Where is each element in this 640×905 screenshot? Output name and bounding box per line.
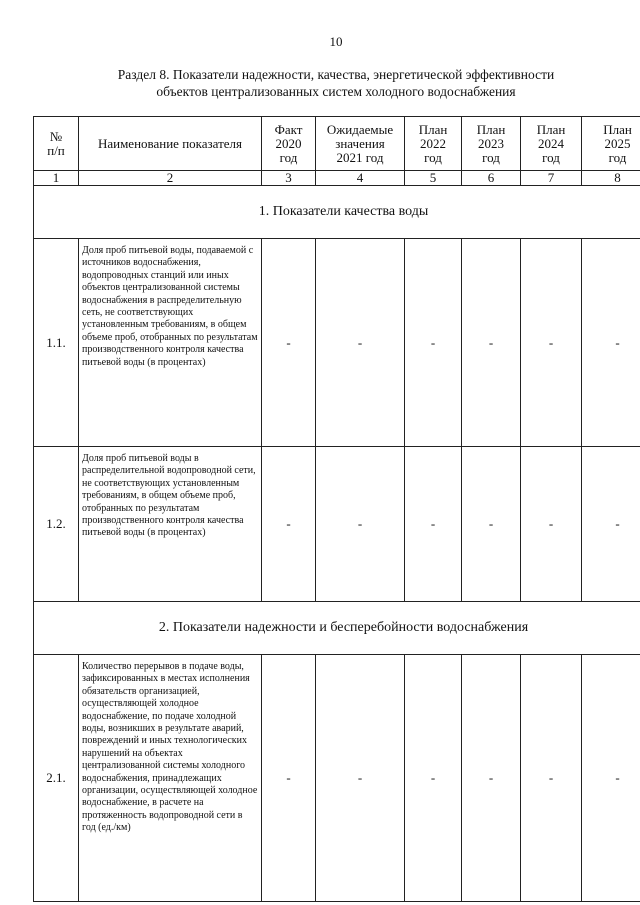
header-plan-2025: План 2025 год bbox=[582, 117, 640, 171]
column-number: 4 bbox=[316, 171, 405, 186]
value-plan-2023: - bbox=[462, 447, 521, 602]
value-plan-2022: - bbox=[405, 239, 462, 447]
table-row bbox=[34, 239, 640, 447]
value-plan-2022: - bbox=[405, 655, 462, 902]
value-plan-2024: - bbox=[521, 239, 582, 447]
column-number: 7 bbox=[521, 171, 582, 186]
indicator-name: Количество перерывов в подаче воды, зафиксированных в местах исполнения обязательств организацией, осуществляющей холодное водоснабжение, по подаче холодной воды, возникших в результате аварий, повреждений и иных технологических нарушений на объектах централизованной системы холодного водоснабжения, принадлежащих организации, осуществляющей холодное водоснабжение, в расчете на протяженность водопроводной сети в год (ед./км) bbox=[79, 655, 262, 902]
value-plan-2023: - bbox=[462, 655, 521, 902]
row-number: 1.2. bbox=[34, 447, 79, 602]
header-number: № п/п bbox=[34, 117, 79, 171]
column-number-row bbox=[34, 171, 640, 186]
header-row bbox=[34, 117, 640, 171]
column-number: 3 bbox=[262, 171, 316, 186]
group-title: 1. Показатели качества воды bbox=[34, 186, 640, 239]
column-number: 8 bbox=[582, 171, 640, 186]
column-number: 6 bbox=[462, 171, 521, 186]
section-title bbox=[40, 66, 632, 100]
indicators-table bbox=[33, 116, 640, 902]
header-indicator-name: Наименование показателя bbox=[79, 117, 262, 171]
indicator-name: Доля проб питьевой воды, подаваемой с источников водоснабжения, водопроводных станций или иных объектов централизованной системы водоснабжения в распределительную сеть, не соответствующих установленным требованиям, в общем объеме проб, отобранных по результатам производственного контроля качества питьевой воды (в процентах) bbox=[79, 239, 262, 447]
value-plan-2022: - bbox=[405, 447, 462, 602]
row-number: 1.1. bbox=[34, 239, 79, 447]
value-expected-2021: - bbox=[316, 655, 405, 902]
value-fact-2020: - bbox=[262, 239, 316, 447]
header-plan-2023: План 2023 год bbox=[462, 117, 521, 171]
header-plan-2024: План 2024 год bbox=[521, 117, 582, 171]
group-title: 2. Показатели надежности и бесперебойности водоснабжения bbox=[34, 602, 640, 655]
page-number: 10 bbox=[329, 34, 343, 49]
value-fact-2020: - bbox=[262, 447, 316, 602]
value-plan-2024: - bbox=[521, 447, 582, 602]
row-number: 2.1. bbox=[34, 655, 79, 902]
column-number: 2 bbox=[79, 171, 262, 186]
group-row-reliability bbox=[34, 602, 640, 655]
value-plan-2025: - bbox=[582, 447, 640, 602]
indicator-name: Доля проб питьевой воды в распределительной водопроводной сети, не соответствующих установленным требованиям, в общем объеме проб, отобранных по результатам производственного контроля качества питьевой воды (в процентах) bbox=[79, 447, 262, 602]
group-row-water-quality bbox=[34, 186, 640, 239]
table-row bbox=[34, 655, 640, 902]
section-title-line-2: объектов централизованных систем холодного водоснабжения bbox=[156, 84, 516, 99]
value-plan-2025: - bbox=[582, 239, 640, 447]
column-number: 5 bbox=[405, 171, 462, 186]
value-expected-2021: - bbox=[316, 239, 405, 447]
value-expected-2021: - bbox=[316, 447, 405, 602]
header-plan-2022: План 2022 год bbox=[405, 117, 462, 171]
value-fact-2020: - bbox=[262, 655, 316, 902]
header-fact-2020: Факт 2020 год bbox=[262, 117, 316, 171]
value-plan-2024: - bbox=[521, 655, 582, 902]
value-plan-2023: - bbox=[462, 239, 521, 447]
value-plan-2025: - bbox=[582, 655, 640, 902]
section-title-line-1: Раздел 8. Показатели надежности, качества, энергетической эффективности bbox=[117, 67, 555, 82]
column-number: 1 bbox=[34, 171, 79, 186]
table-row bbox=[34, 447, 640, 602]
header-expected-2021: Ожидаемые значения 2021 год bbox=[316, 117, 405, 171]
